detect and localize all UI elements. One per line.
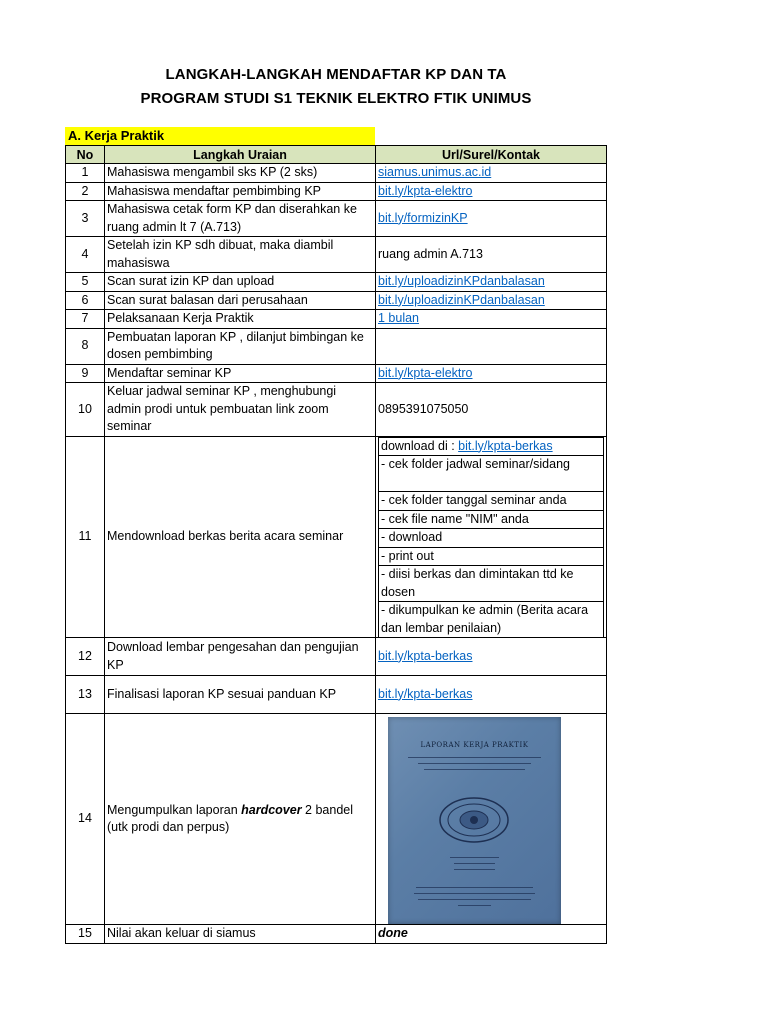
row-number: 8 bbox=[66, 328, 105, 364]
row-step: Mendownload berkas berita acara seminar bbox=[105, 436, 376, 638]
steps-table bbox=[65, 145, 607, 944]
table-row bbox=[66, 328, 607, 364]
table-row bbox=[66, 676, 607, 714]
table-header-row bbox=[66, 146, 607, 164]
list-item: - dikumpulkan ke admin (Berita acara dan lembar penilaian) bbox=[379, 602, 604, 638]
column-header-step: Langkah Uraian bbox=[105, 146, 376, 164]
hardcover-report-photo bbox=[388, 717, 561, 924]
table-row bbox=[66, 436, 607, 638]
row-step: Setelah izin KP sdh dibuat, maka diambil mahasiswa bbox=[105, 237, 376, 273]
berkas-link[interactable]: bit.ly/kpta-berkas bbox=[378, 686, 473, 701]
row-step: Scan surat izin KP dan upload bbox=[105, 273, 376, 292]
row-step: Download lembar pengesahan dan pengujian KP bbox=[105, 638, 376, 676]
table-row bbox=[66, 310, 607, 329]
row-step: Pembuatan laporan KP , dilanjut bimbingan ke dosen pembimbing bbox=[105, 328, 376, 364]
row-number: 1 bbox=[66, 164, 105, 183]
row-step: Pelaksanaan Kerja Praktik bbox=[105, 310, 376, 329]
list-item: - cek file name "NIM" anda bbox=[379, 510, 604, 529]
table-row bbox=[66, 364, 607, 383]
berkas-link[interactable]: bit.ly/kpta-berkas bbox=[458, 438, 553, 453]
row-step: Mahasiswa mengambil sks KP (2 sks) bbox=[105, 164, 376, 183]
list-item: - download bbox=[379, 529, 604, 548]
row-number: 15 bbox=[66, 925, 105, 944]
section-label: A. Kerja Praktik bbox=[65, 127, 375, 145]
row-contact: ruang admin A.713 bbox=[376, 237, 607, 273]
table-row bbox=[66, 273, 607, 292]
row-number: 6 bbox=[66, 291, 105, 310]
table-row bbox=[66, 182, 607, 201]
table-row bbox=[66, 237, 607, 273]
row-number: 14 bbox=[66, 714, 105, 925]
row-contact-link bbox=[376, 676, 607, 714]
download-prefix: download di : bbox=[381, 438, 459, 453]
hardcover-emphasis: hardcover bbox=[241, 802, 302, 817]
row-number: 3 bbox=[66, 201, 105, 237]
list-item: - cek folder tanggal seminar anda bbox=[379, 492, 604, 511]
page-title-line2: PROGRAM STUDI S1 TEKNIK ELEKTRO FTIK UNIMUS bbox=[140, 90, 532, 107]
row-status: done bbox=[376, 925, 607, 944]
cover-title: LAPORAN KERJA PRAKTIK bbox=[420, 741, 529, 749]
row-number: 11 bbox=[66, 436, 105, 638]
table-row bbox=[66, 925, 607, 944]
berkas-link[interactable]: bit.ly/kpta-berkas bbox=[378, 648, 473, 663]
row-number: 9 bbox=[66, 364, 105, 383]
list-item: - cek folder jadwal seminar/sidang bbox=[379, 456, 604, 492]
list-item: - print out bbox=[379, 547, 604, 566]
substeps-list bbox=[378, 437, 604, 638]
row-contact-link[interactable]: 1 bulan bbox=[376, 310, 607, 329]
row-step: Mahasiswa cetak form KP dan diserahkan ke ruang admin lt 7 (A.713) bbox=[105, 201, 376, 237]
column-header-no: No bbox=[66, 146, 105, 164]
row-substeps bbox=[376, 436, 607, 638]
row-step: Keluar jadwal seminar KP , menghubungi admin prodi untuk pembuatan link zoom seminar bbox=[105, 383, 376, 437]
row-step: Mengumpulkan laporan hardcover 2 bandel (utk prodi dan perpus) bbox=[105, 714, 376, 925]
row-number: 12 bbox=[66, 638, 105, 676]
row-contact-link[interactable]: bit.ly/formizinKP bbox=[376, 201, 607, 237]
row-contact-link[interactable]: bit.ly/kpta-elektro bbox=[376, 182, 607, 201]
column-header-contact: Url/Surel/Kontak bbox=[376, 146, 607, 164]
row-step: Mendaftar seminar KP bbox=[105, 364, 376, 383]
row-number: 2 bbox=[66, 182, 105, 201]
row-step: Mahasiswa mendaftar pembimbing KP bbox=[105, 182, 376, 201]
row-contact-link[interactable]: siamus.unimus.ac.id bbox=[376, 164, 607, 183]
row-step: Finalisasi laporan KP sesuai panduan KP bbox=[105, 676, 376, 714]
row-photo-cell bbox=[376, 714, 607, 925]
table-row bbox=[66, 638, 607, 676]
table-row bbox=[66, 201, 607, 237]
row-contact: 0895391075050 bbox=[376, 383, 607, 437]
row-number: 7 bbox=[66, 310, 105, 329]
row-contact-link[interactable]: bit.ly/kpta-elektro bbox=[376, 364, 607, 383]
table-row bbox=[66, 164, 607, 183]
university-seal-icon bbox=[436, 795, 512, 845]
row-number: 10 bbox=[66, 383, 105, 437]
row-contact-link[interactable]: bit.ly/uploadizinKPdanbalasan bbox=[376, 291, 607, 310]
row-contact bbox=[376, 328, 607, 364]
row-contact-link[interactable]: bit.ly/uploadizinKPdanbalasan bbox=[376, 273, 607, 292]
row-number: 5 bbox=[66, 273, 105, 292]
row-step: Nilai akan keluar di siamus bbox=[105, 925, 376, 944]
list-item: - diisi berkas dan dimintakan ttd ke dosen bbox=[379, 566, 604, 602]
row-number: 13 bbox=[66, 676, 105, 714]
row-step: Scan surat balasan dari perusahaan bbox=[105, 291, 376, 310]
row-number: 4 bbox=[66, 237, 105, 273]
table-row bbox=[66, 714, 607, 925]
table-row bbox=[66, 383, 607, 437]
table-row bbox=[66, 291, 607, 310]
page-title-line1: LANGKAH-LANGKAH MENDAFTAR KP DAN TA bbox=[165, 66, 507, 83]
row-contact-link bbox=[376, 638, 607, 676]
